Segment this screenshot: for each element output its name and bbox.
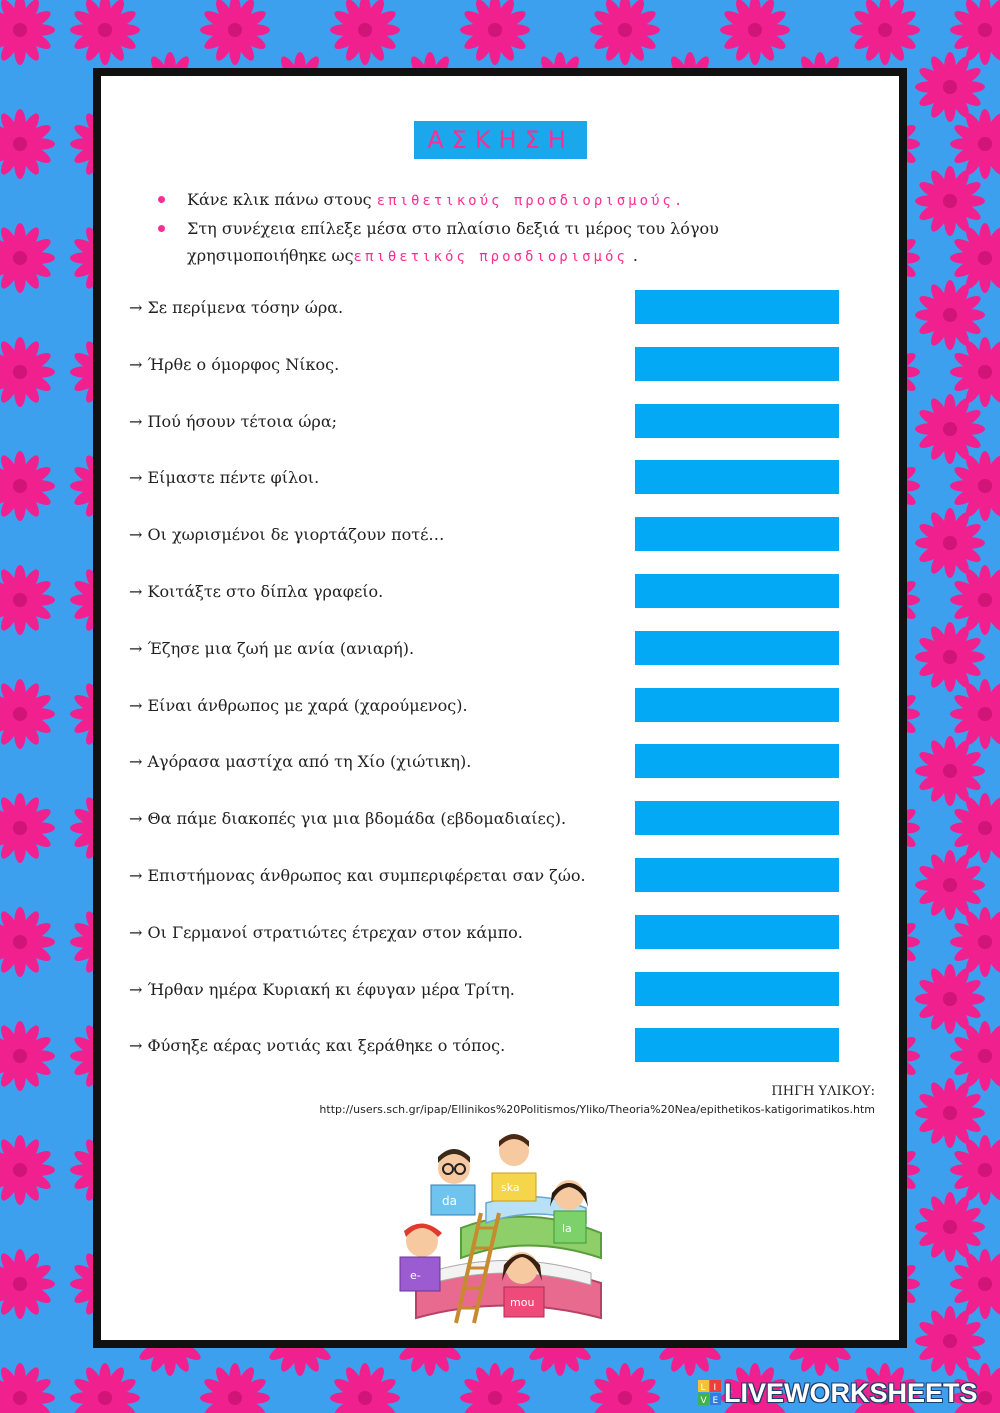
flower-icon: [915, 850, 985, 920]
flower-icon: [915, 964, 985, 1034]
flower-icon: [590, 0, 660, 65]
flower-icon: [0, 679, 55, 749]
exercise-row: [129, 290, 841, 324]
flower-icon: [950, 109, 1000, 179]
exercise-sentence[interactable]: → Είμαστε πέντε φίλοι.: [129, 468, 320, 488]
exercise-sentence[interactable]: → Είναι άνθρωπος με χαρά (χαρούμενος).: [129, 695, 468, 715]
flower-icon: [0, 907, 55, 977]
flower-icon: [915, 1306, 985, 1376]
flower-icon: [460, 0, 530, 65]
svg-text:L: L: [700, 1383, 706, 1393]
flower-icon: [950, 451, 1000, 521]
flower-icon: [720, 0, 790, 65]
flower-icon: [0, 109, 55, 179]
exercise-row: [129, 915, 841, 949]
flower-icon: [850, 0, 920, 65]
answer-input[interactable]: [635, 801, 839, 835]
exercise-sentence[interactable]: → Ήρθε ο όμορφος Νίκος.: [129, 354, 340, 374]
answer-input[interactable]: [635, 517, 839, 551]
bullet-icon: [158, 196, 165, 203]
flower-icon: [950, 793, 1000, 863]
answer-input[interactable]: [635, 404, 839, 438]
instruction-highlight: επιθετικούς προσδιορισμούς.: [376, 193, 686, 209]
flower-icon: [950, 679, 1000, 749]
exercise-row: [129, 460, 841, 494]
exercise-sentence[interactable]: → Έζησε μια ζωή με ανία (ανιαρή).: [129, 638, 415, 658]
exercise-sentence[interactable]: → Ήρθαν ημέρα Κυριακή κι έφυγαν μέρα Τρίτη.: [129, 979, 515, 999]
flower-icon: [0, 1135, 55, 1205]
flower-icon: [950, 1249, 1000, 1319]
flower-icon: [915, 622, 985, 692]
flower-icon: [950, 907, 1000, 977]
flower-icon: [950, 223, 1000, 293]
flower-icon: [915, 280, 985, 350]
exercise-row: [129, 404, 841, 438]
answer-input[interactable]: [635, 1028, 839, 1062]
flower-icon: [590, 1363, 660, 1413]
flower-icon: [950, 1135, 1000, 1205]
flower-icon: [330, 0, 400, 65]
exercise-row: [129, 744, 841, 778]
answer-input[interactable]: [635, 347, 839, 381]
exercise-row: [129, 631, 841, 665]
exercise-sentence[interactable]: → Οι Γερμανοί στρατιώτες έτρεχαν στον κάμπο.: [129, 922, 523, 942]
answer-input[interactable]: [635, 631, 839, 665]
flower-icon: [915, 1078, 985, 1148]
flower-icon: [915, 166, 985, 236]
instruction-highlight: επιθετικός προσδιορισμός: [353, 249, 628, 265]
book-label: e-: [410, 1269, 421, 1282]
flower-icon: [950, 565, 1000, 635]
instruction-tail: .: [632, 246, 639, 265]
answer-input[interactable]: [635, 915, 839, 949]
answer-input[interactable]: [635, 460, 839, 494]
flower-icon: [915, 1192, 985, 1262]
answer-input[interactable]: [635, 688, 839, 722]
svg-text:E: E: [712, 1396, 719, 1406]
answer-input[interactable]: [635, 290, 839, 324]
exercise-row: [129, 1028, 841, 1062]
flower-icon: [460, 1363, 530, 1413]
flower-icon: [200, 1363, 270, 1413]
flower-icon: [0, 1249, 55, 1319]
instruction-text: Κάνε κλικ πάνω στους: [187, 190, 377, 209]
logo-mark-icon: [698, 1380, 722, 1406]
exercise-row: [129, 972, 841, 1006]
flower-icon: [915, 508, 985, 578]
source-label: ΠΗΓΗ ΥΛΙΚΟΥ:: [771, 1084, 875, 1099]
liveworksheets-logo: [698, 1377, 978, 1408]
instructions-list: [158, 186, 798, 271]
book-label: ska: [501, 1181, 520, 1194]
flower-icon: [70, 0, 140, 65]
flower-icon: [950, 0, 1000, 65]
flower-icon: [0, 0, 55, 65]
exercise-sentence[interactable]: → Πού ήσουν τέτοια ώρα;: [129, 411, 338, 431]
exercise-row: [129, 858, 841, 892]
flower-icon: [915, 394, 985, 464]
flower-icon: [70, 1363, 140, 1413]
source-url: http://users.sch.gr/ipap/Ellinikos%20Politismos/Yliko/Theoria%20Nea/epithetikos-katigorimatikos.htm: [319, 1103, 875, 1116]
logo-text: LIVEWORKSHEETS: [724, 1377, 978, 1408]
exercise-row: [129, 801, 841, 835]
book-label: la: [562, 1222, 572, 1235]
exercise-row: [129, 347, 841, 381]
exercise-sentence[interactable]: → Οι χωρισμένοι δε γιορτάζουν ποτέ…: [129, 525, 445, 545]
answer-input[interactable]: [635, 972, 839, 1006]
exercise-sentence[interactable]: → Αγόρασα μαστίχα από τη Χίο (χιώτικη).: [129, 752, 472, 772]
flower-icon: [0, 1021, 55, 1091]
flower-icon: [330, 1363, 400, 1413]
book-label: mou: [510, 1296, 535, 1309]
flower-icon: [915, 52, 985, 122]
flower-icon: [0, 337, 55, 407]
exercise-sentence[interactable]: → Επιστήμονας άνθρωπος και συμπεριφέρεται σαν ζώο.: [129, 866, 586, 885]
svg-text:I: I: [713, 1383, 717, 1393]
answer-input[interactable]: [635, 574, 839, 608]
kids-reading-illustration: [386, 1133, 624, 1333]
instruction-item: [158, 186, 798, 215]
flower-icon: [915, 736, 985, 806]
instruction-text: Στη συνέχεια επίλεξε μέσα στο πλαίσιο δεξιά τι μέρος του λόγου χρησιμοποιήθηκε ως: [187, 219, 719, 265]
instruction-item: [158, 215, 798, 271]
flower-icon: [0, 565, 55, 635]
bullet-icon: [158, 225, 165, 232]
flower-icon: [950, 1021, 1000, 1091]
exercise-row: [129, 574, 841, 608]
exercise-row: [129, 688, 841, 722]
flower-icon: [950, 337, 1000, 407]
flower-icon: [0, 793, 55, 863]
flower-icon: [0, 451, 55, 521]
exercise-sentence[interactable]: → Φύσηξε αέρας νοτιάς και ξεράθηκε ο τόπος.: [129, 1036, 506, 1056]
exercise-sentence[interactable]: → Θα πάμε διακοπές για μια βδομάδα (εβδομαδιαίες).: [129, 809, 567, 829]
book-label: da: [442, 1194, 457, 1208]
flower-icon: [0, 223, 55, 293]
exercise-sentence[interactable]: → Σε περίμενα τόσην ώρα.: [129, 298, 344, 317]
flower-icon: [0, 1363, 55, 1413]
exercise-sentence[interactable]: → Κοιτάξτε στο δίπλα γραφείο.: [129, 582, 384, 601]
svg-text:V: V: [700, 1396, 707, 1406]
answer-input[interactable]: [635, 858, 839, 892]
answer-input[interactable]: [635, 744, 839, 778]
worksheet-title: ΑΣΚΗΣΗ: [414, 121, 587, 159]
exercise-row: [129, 517, 841, 551]
flower-icon: [200, 0, 270, 65]
